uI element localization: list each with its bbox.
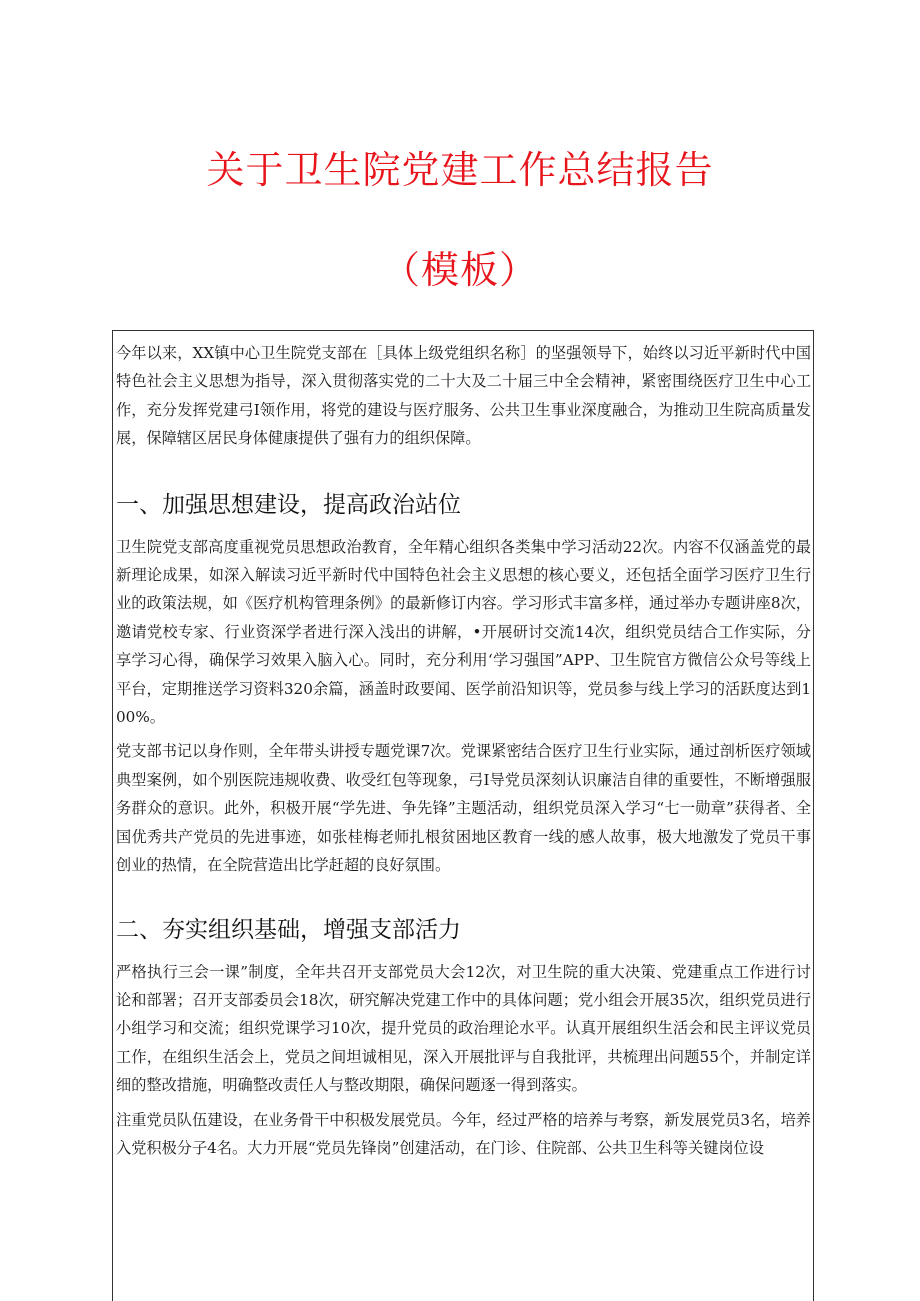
section-1-paragraph-1: 卫生院党支部高度重视党员思想政治教育，全年精心组织各类集中学习活动22次。内容不仅涵盖党的最新理论成果，如深入解读习近平新时代中国特色社会主义思想的核心要义，还包括全面学习医疗卫生行业的政策法规，如《医疗机构管理条例》的最新修订内容。学习形式丰富多样，通过举办专题讲座8次，邀请党校专家、行业资深学者进行深入浅出的讲解，•开展研讨交流14次，组织党员结合工作实际，分享学习心得，确保学习效果入脑入心。同时，充分利用‘学习强国”APP、卫生院官方微信公众号等线上平台，定期推送学习资料320余篇，涵盖时政要闻、医学前沿知识等，党员参与线上学习的活跃度达到100%。 [116, 537, 811, 727]
intro-paragraph: 今年以来，XX镇中心卫生院党支部在［具体上级党组织名称］的坚强领导下，始终以习近平新时代中国特色社会主义思想为指导，深入贯彻落实党的二十大及二十届三中全会精神，紧密围绕医疗卫生中心工作，充分发挥党建弓I领作用，将党的建设与医疗服务、公共卫生事业深度融合，为推动卫生院高质量发展，保障辖区居民身体健康提供了强有力的组织保障。 [116, 344, 811, 448]
section-heading-1: 一、加强思想建设，提高政治站位 [116, 491, 461, 518]
section-2-paragraph-2: 注重党员队伍建设，在业务骨干中积极发展党员。今年，经过严格的培养与考察，新发展党员3名，培养入党积极分子4名。大力开展“党员先锋岗”创建活动，在门诊、住院部、公共卫生科等关键岗位设 [116, 1110, 811, 1157]
content-frame [112, 330, 814, 1301]
document-title: 关于卫生院党建工作总结报告 [206, 148, 714, 192]
section-1-paragraph-2: 党支部书记以身作则，全年带头讲授专题党课7次。党课紧密结合医疗卫生行业实际，通过剖析医疗领域典型案例，如个别医院违规收费、收受红包等现象，弓I导党员深刻认识廉洁自律的重要性，不断增强服务群众的意识。此外，积极开展“学先进、争先锋”主题活动，组织党员深入学习“七一勋章”获得者、全国优秀共产党员的先进事迹，如张桂梅老师扎根贫困地区教育一线的感人故事，极大地激发了党员干事创业的热情，在全院营造出比学赶超的良好氛围。 [116, 742, 811, 875]
section-heading-2: 二、夯实组织基础，增强支部活力 [116, 916, 461, 943]
document-subtitle: （模板） [381, 248, 538, 292]
section-2-paragraph-1: 严格执行三会一课”制度，全年共召开支部党员大会12次，对卫生院的重大决策、党建重点工作进行讨论和部署；召开支部委员会18次，研究解决党建工作中的具体问题；党小组会开展35次，组织党员进行小组学习和交流；组织党课学习10次，提升党员的政治理论水平。认真开展组织生活会和民主评议党员工作，在组织生活会上，党员之间坦诚相见，深入开展批评与自我批评，共梳理出问题55个，并制定详细的整改措施，明确整改责任人与整改期限，确保问题逐一得到落实。 [116, 962, 811, 1095]
